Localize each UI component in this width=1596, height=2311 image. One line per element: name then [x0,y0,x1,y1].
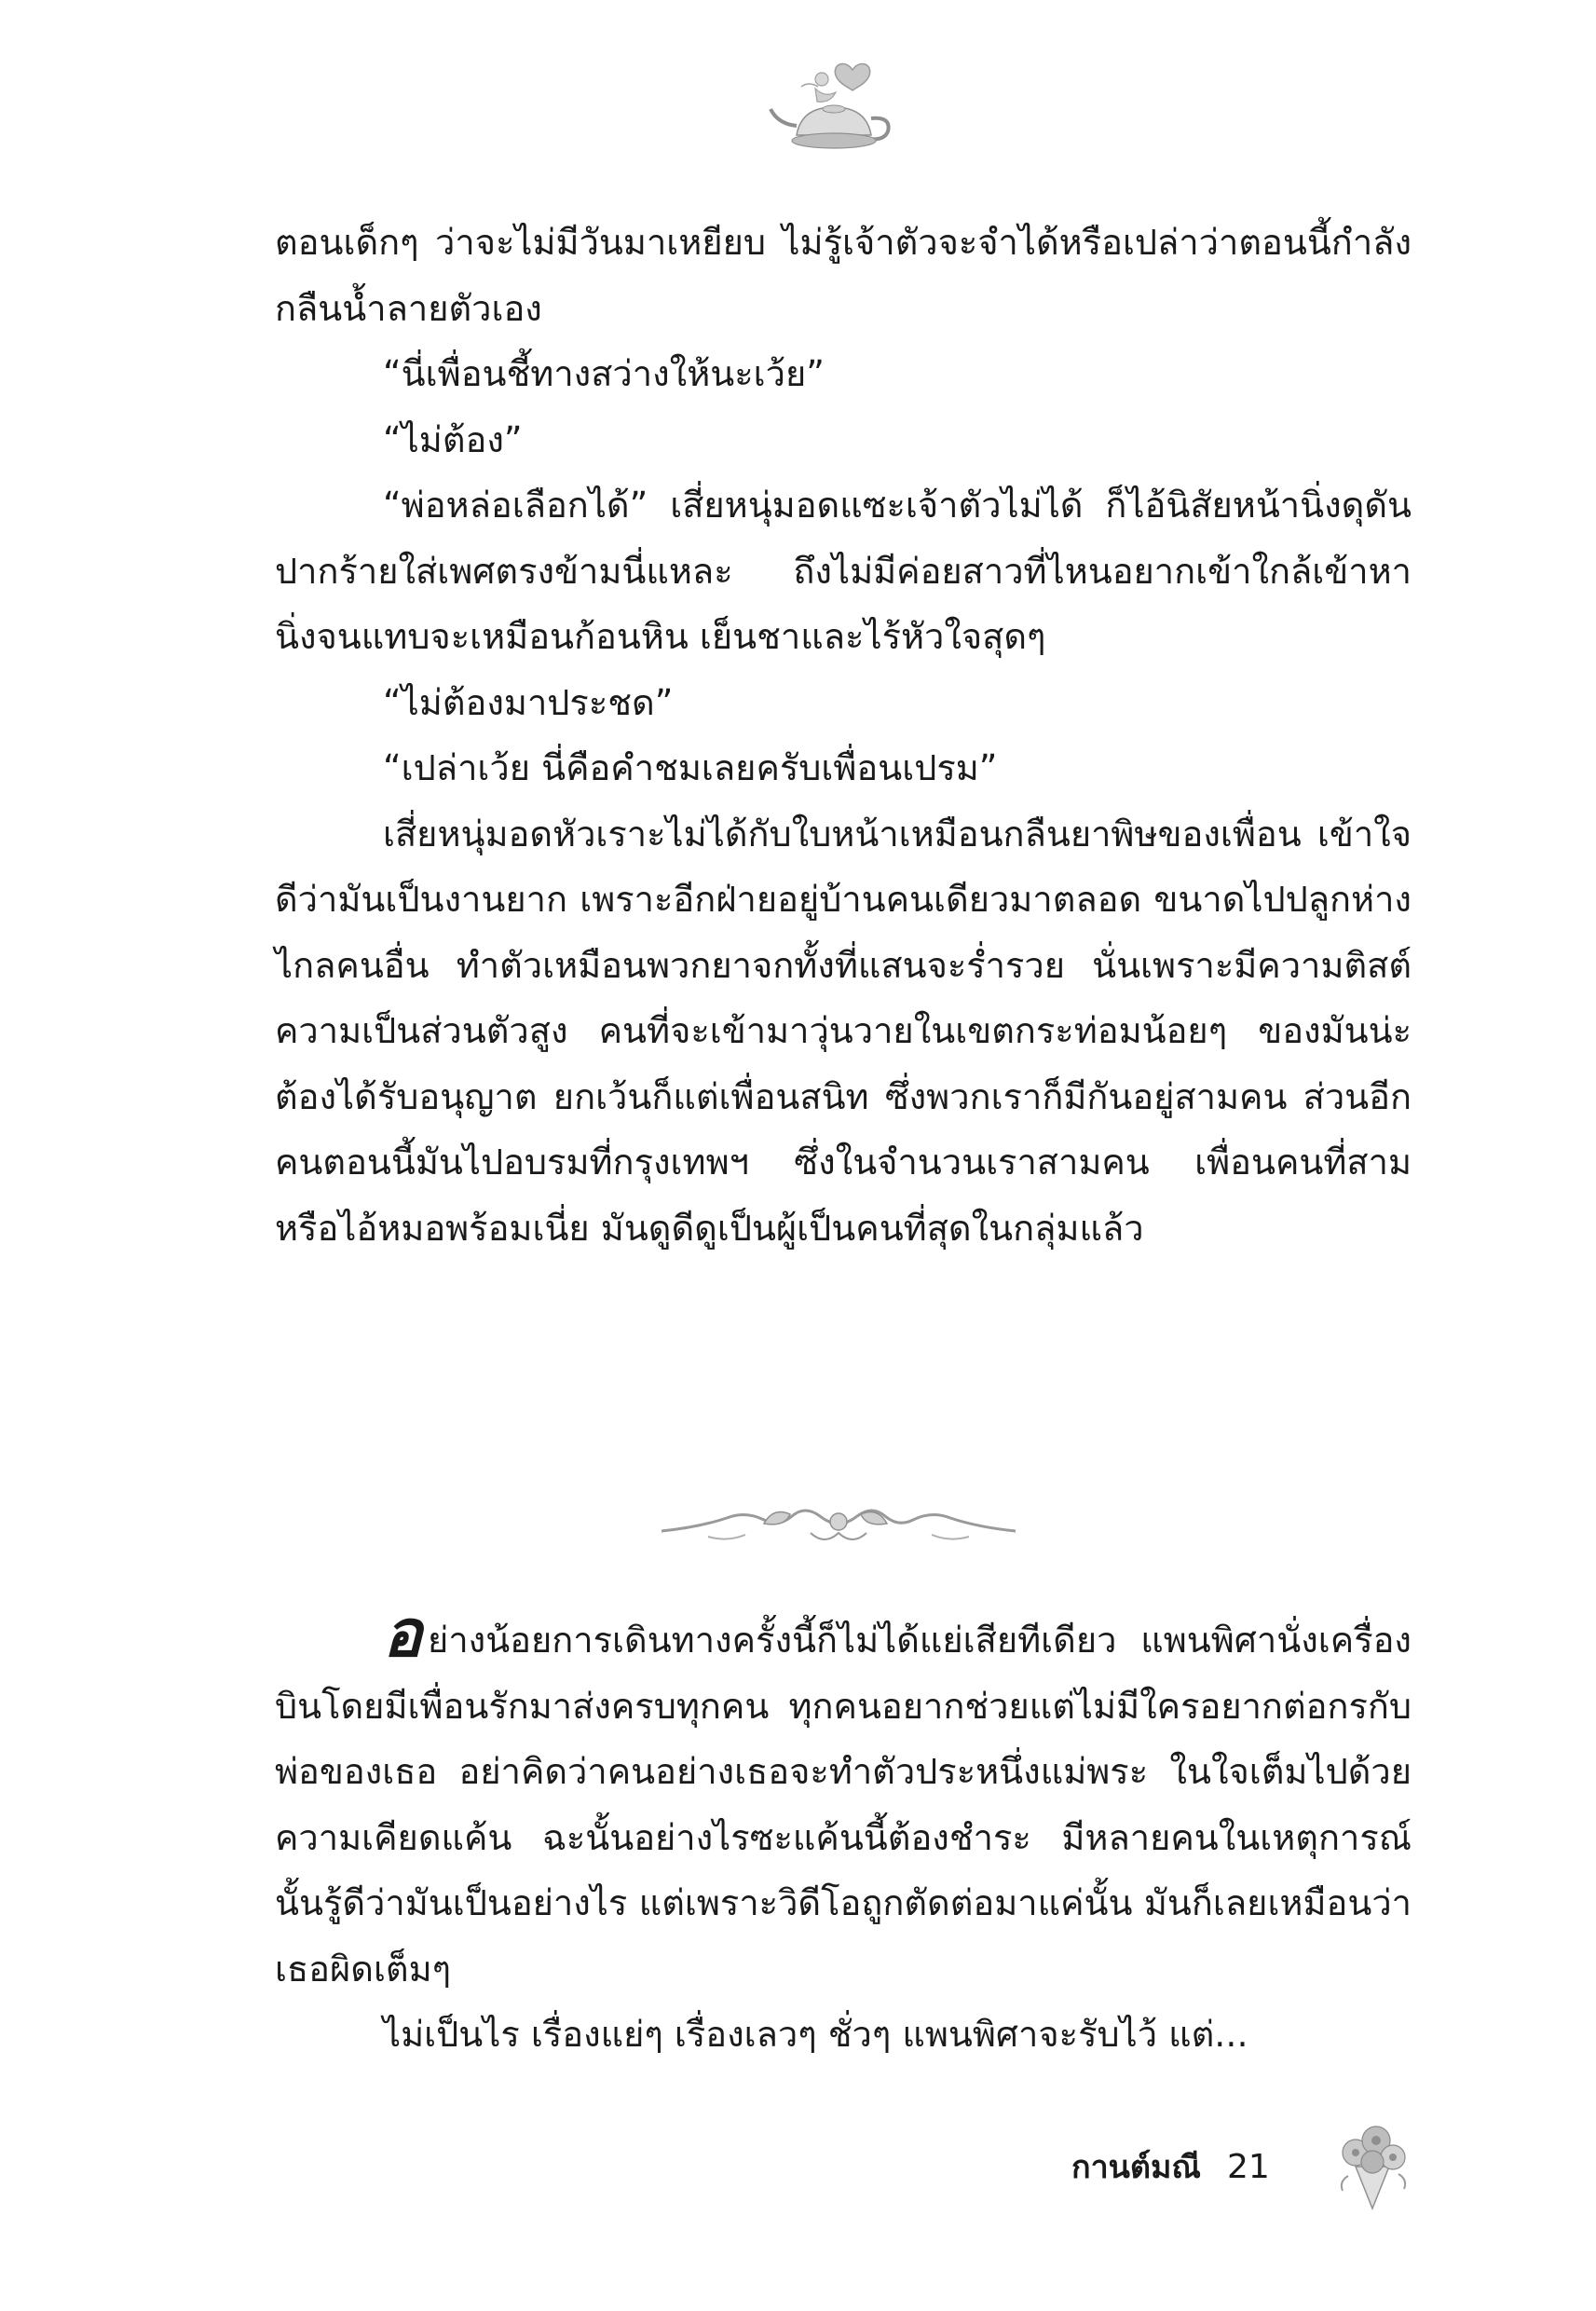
paragraph-5: ไม่เป็นไร เรื่องแย่ๆ เรื่องเลวๆ ชั่วๆ แพนพิศาจะรับไว้ แต่... [383,2014,1248,2055]
dialogue-line-1: “นี่เพื่อนชี้ทางสว่างให้นะเว้ย” [383,353,825,394]
drop-cap: อ [383,1595,423,1672]
page-footer [1071,2134,1270,2199]
paragraph-4-body: ย่างน้อยการเดินทางครั้งนี้ก็ไม่ได้แย่เสียทีเดียว แพนพิศานั่งเครื่องบินโดยมีเพื่อนรักมาส่งครบทุกคน ทุกคนอยากช่วยแต่ไม่มีใครอยากต่อกรกับพ่อของเธอ อย่าคิดว่าคนอย่างเธอจะทำตัวประหนึ่งแม่พระ ในใจเต็มไปด้วยความเคียดแค้น ฉะนั้นอย่างไรซะแค้นนี้ต้องชำระ มีหลายคนในเหตุการณ์นั้นรู้ดีว่ามันเป็นอย่างไร แต่เพราะวิดีโอถูกตัดต่อมาแค่นั้น มันก็เลยเหมือนว่าเธอผิดเต็มๆ [275,1620,1412,1990]
flower-bouquet-icon [1328,2111,1416,2213]
paragraph-3: เสี่ยหนุ่มอดหัวเราะไม่ได้กับใบหน้าเหมือนกลืนยาพิษของเพื่อน เข้าใจดีว่ามันเป็นงานยาก เพราะอีกฝ่ายอยู่บ้านคนเดียวมาตลอด ขนาดไปปลูกห่างไกลคนอื่น ทำตัวเหมือนพวกยาจกทั้งที่แสนจะร่ำรวย นั่นเพราะมีความติสต์ความเป็นส่วนตัวสูง คนที่จะเข้ามาวุ่นวายในเขตกระท่อมน้อยๆ ของมันน่ะต้องได้รับอนุญาต ยกเว้นก็แต่เพื่อนสนิท ซึ่งพวกเราก็มีกันอยู่สามคน ส่วนอีกคนตอนนี้มันไปอบรมที่กรุงเทพฯ ซึ่งในจำนวนเราสามคน เพื่อนคนที่สาม หรือไอ้หมอพร้อมเนี่ย มันดูดีดูเป็นผู้เป็นคนที่สุดในกลุ่มแล้ว [275,813,1412,1249]
floral-divider-icon [652,1496,1025,1552]
dialogue-line-2: “ไม่ต้อง” [383,418,523,460]
teapot-cupid-icon [764,51,904,163]
paragraph-4 [275,1595,1412,2002]
dialogue-line-3: “ไม่ต้องมาประชด” [383,681,674,723]
page-number: 21 [1226,2147,1270,2186]
chapter-text-part-1 [275,210,1412,1261]
book-title: กานต์มณี [1071,2149,1201,2186]
dialogue-line-4: “เปล่าเว้ย นี่คือคำชมเลยครับเพื่อนเปรม” [383,747,998,788]
paragraph-2: “พ่อหล่อเลือกได้” เสี่ยหนุ่มอดแซะเจ้าตัวไม่ได้ ก็ไอ้นิสัยหน้านิ่งดุดันปากร้ายใส่เพศตรงข้ามนี่แหละ ถึงไม่มีค่อยสาวที่ไหนอยากเข้าใกล้เข้าหา นิ่งจนแทบจะเหมือนก้อนหิน เย็นชาและไร้หัวใจสุดๆ [275,485,1412,657]
paragraph-1: ตอนเด็กๆ ว่าจะไม่มีวันมาเหยียบ ไม่รู้เจ้าตัวจะจำได้หรือเปล่าว่าตอนนี้กำลังกลืนน้ำลายตัวเอง [275,222,1412,329]
chapter-text-part-2 [275,1595,1412,2068]
